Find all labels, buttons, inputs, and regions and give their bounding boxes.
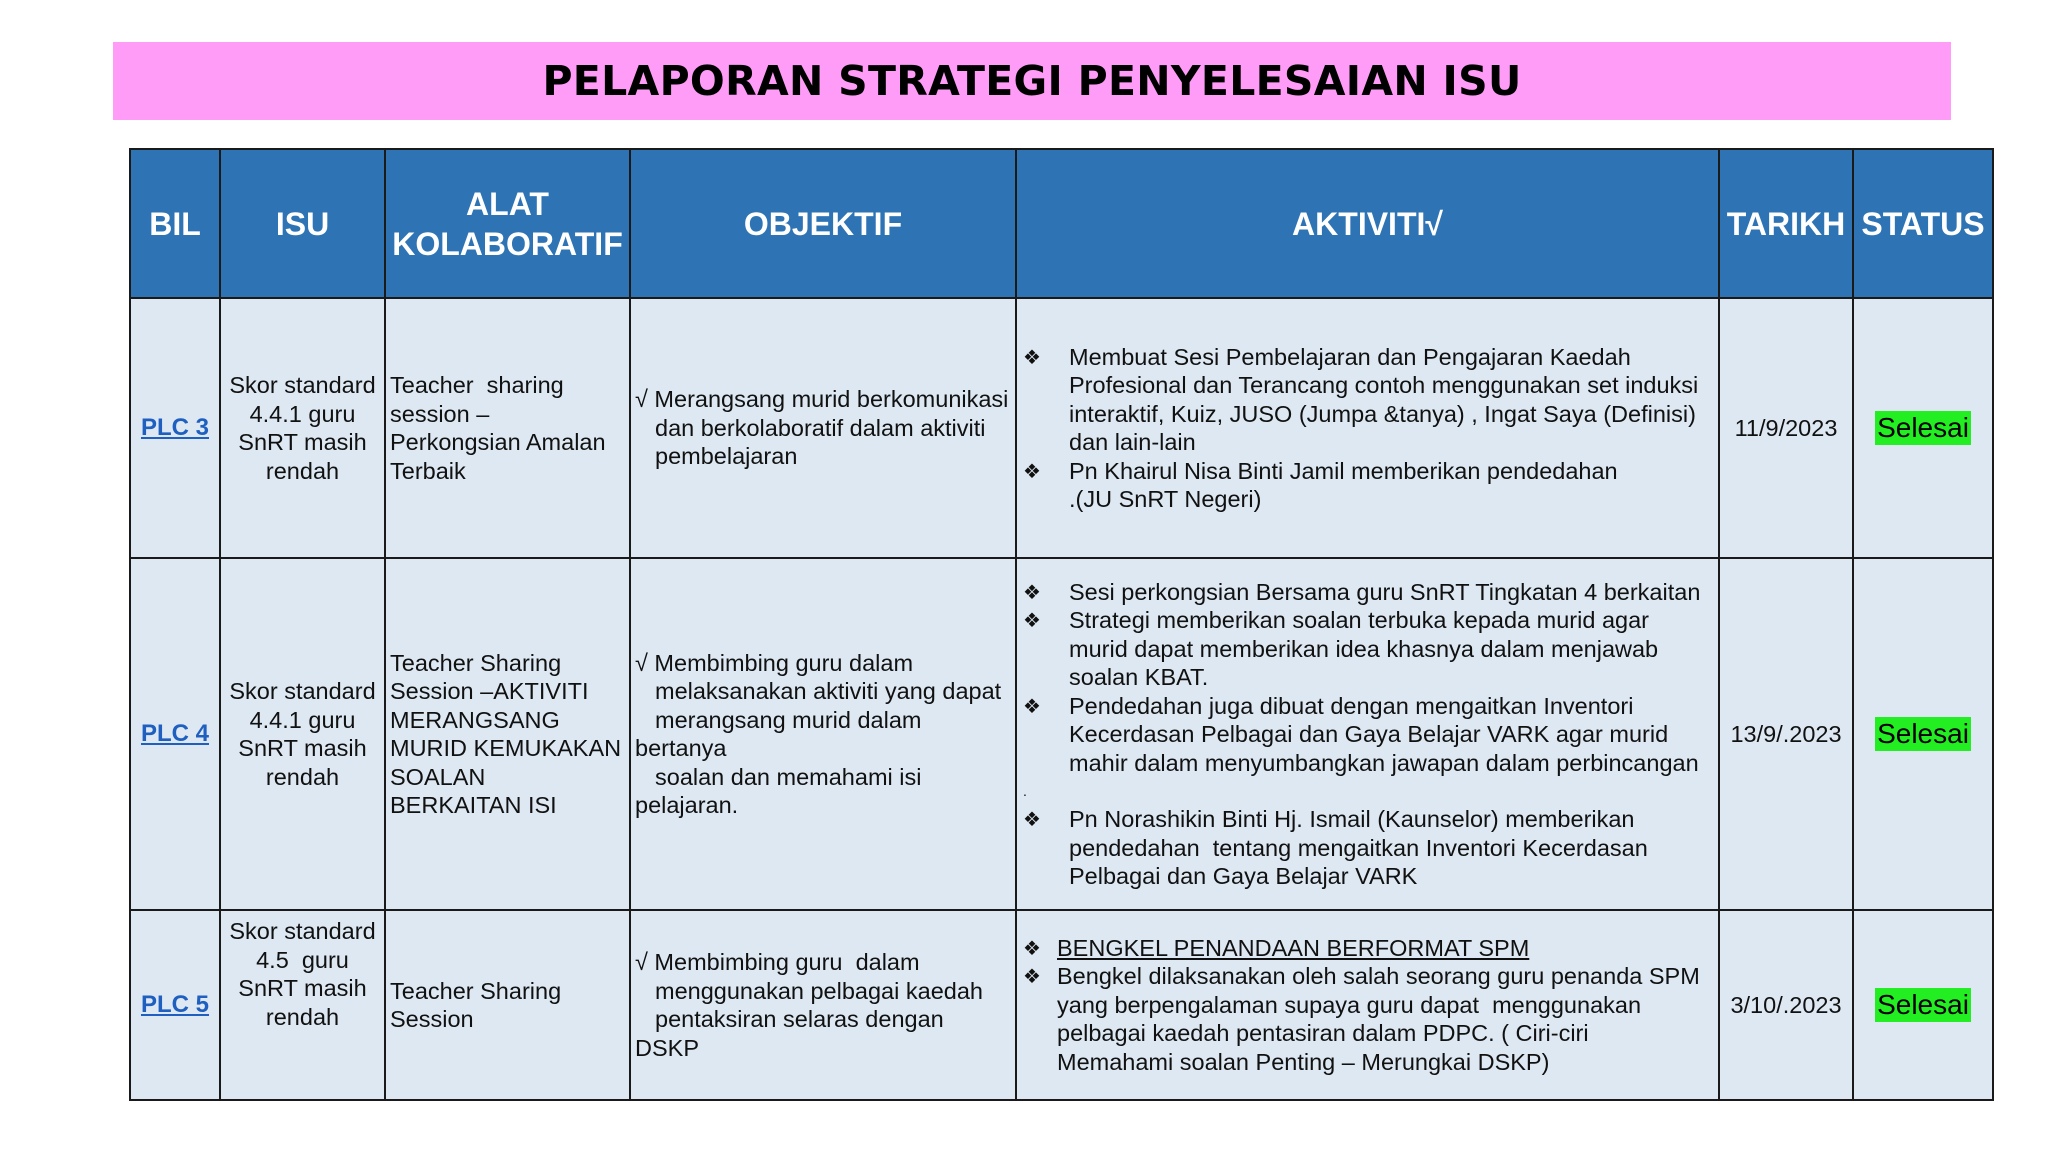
isu-line: 4.5 guru xyxy=(256,946,349,973)
plc-link[interactable]: PLC 4 xyxy=(140,720,209,748)
cell-objektif xyxy=(630,298,1016,558)
aktiviti-line: Bengkel dilaksanakan oleh salah seorang guru penanda SPM xyxy=(1057,963,1700,990)
status-badge: Selesai xyxy=(1877,718,1969,749)
aktiviti-item xyxy=(1021,578,1714,607)
alat-line: SOALAN xyxy=(390,763,486,790)
objektif-line: pembelajaran xyxy=(655,443,798,470)
cell-alat xyxy=(385,910,630,1100)
isu-line: SnRT masih xyxy=(238,975,367,1001)
isu-line: Skor standard xyxy=(229,918,376,944)
diamond-bullet-icon: ❖ xyxy=(1023,935,1041,960)
objektif-line: DSKP xyxy=(635,1034,699,1061)
status-badge: Selesai xyxy=(1877,989,1969,1020)
cell-isu xyxy=(220,298,385,558)
aktiviti-line: Membuat Sesi Pembelajaran dan Pengajaran Kaedah xyxy=(1069,343,1631,370)
cell-bil xyxy=(130,558,220,910)
objektif-line: menggunakan pelbagai kaedah xyxy=(655,977,983,1004)
alat-line: MERANGSANG xyxy=(390,706,560,733)
header-alat-line-2: KOLABORATIF xyxy=(392,225,623,262)
objektif-line: √ Merangsang murid berkomunikasi xyxy=(635,386,1009,413)
aktiviti-line: Strategi memberikan soalan terbuka kepada murid agar xyxy=(1069,607,1649,633)
header-bil: BIL xyxy=(130,149,220,298)
header-alat-kolaboratif xyxy=(385,149,630,298)
header-row xyxy=(130,149,1993,298)
diamond-bullet-icon: ❖ xyxy=(1023,608,1041,632)
aktiviti-separator xyxy=(1021,777,1714,805)
isu-line: Skor standard xyxy=(229,678,376,704)
cell-alat xyxy=(385,298,630,558)
aktiviti-line: Memahami soalan Penting – Merungkai DSKP) xyxy=(1057,1048,1550,1075)
header-alat-line-1: ALAT xyxy=(466,185,549,222)
cell-objektif xyxy=(630,558,1016,910)
aktiviti-line: Pelbagai dan Gaya Belajar VARK xyxy=(1069,863,1418,889)
isu-line: 4.4.1 guru xyxy=(249,400,356,427)
alat-line: BERKAITAN ISI xyxy=(390,792,557,818)
isu-line: rendah xyxy=(265,763,340,790)
cell-tarikh: 13/9/.2023 xyxy=(1719,558,1853,910)
aktiviti-line: dan lain-lain xyxy=(1069,429,1196,455)
alat-line: MURID KEMUKAKAN xyxy=(390,735,622,761)
aktiviti-line: Kecerdasan Pelbagai dan Gaya Belajar VARK agar murid xyxy=(1069,721,1669,747)
cell-bil xyxy=(130,910,220,1100)
table-row xyxy=(130,910,1993,1100)
aktiviti-line: yang berpengalaman supaya guru dapat menggunakan xyxy=(1057,991,1642,1018)
objektif-line: √ Membimbing guru dalam xyxy=(635,649,914,676)
header-status: STATUS xyxy=(1853,149,1993,298)
title-banner xyxy=(113,42,1951,120)
aktiviti-dot: . xyxy=(1023,783,1027,799)
aktiviti-line: interaktif, Kuiz, JUSO (Jumpa &tanya) , Ingat Saya (Definisi) xyxy=(1069,400,1696,427)
aktiviti-list xyxy=(1021,934,1714,1077)
aktiviti-list xyxy=(1021,343,1714,514)
isu-line: SnRT masih xyxy=(238,429,367,455)
cell-aktiviti xyxy=(1016,910,1719,1100)
diamond-bullet-icon: ❖ xyxy=(1023,458,1041,483)
cell-isu xyxy=(220,558,385,910)
cell-aktiviti xyxy=(1016,558,1719,910)
report-table xyxy=(129,148,1994,1101)
cell-bil xyxy=(130,298,220,558)
aktiviti-line: Pendedahan juga dibuat dengan mengaitkan Inventori xyxy=(1069,692,1634,719)
alat-line: session – xyxy=(390,400,490,427)
alat-line: Teacher Sharing xyxy=(390,977,562,1004)
header-tarikh: TARIKH xyxy=(1719,149,1853,298)
aktiviti-line: .(JU SnRT Negeri) xyxy=(1069,486,1262,512)
isu-line: Skor standard xyxy=(229,372,376,398)
aktiviti-item xyxy=(1021,805,1714,891)
aktiviti-line: pendedahan tentang mengaitkan Inventori Kecerdasan xyxy=(1069,834,1648,861)
objektif-line: merangsang murid dalam xyxy=(655,706,922,733)
alat-line: Teacher sharing xyxy=(390,372,564,398)
alat-line: Teacher Sharing xyxy=(390,649,562,676)
cell-objektif xyxy=(630,910,1016,1100)
cell-aktiviti xyxy=(1016,298,1719,558)
aktiviti-item xyxy=(1021,934,1714,963)
header-isu: ISU xyxy=(220,149,385,298)
header-aktiviti: AKTIVITI√ xyxy=(1016,149,1719,298)
cell-status xyxy=(1853,558,1993,910)
status-badge: Selesai xyxy=(1877,412,1969,443)
diamond-bullet-icon: ❖ xyxy=(1023,964,1041,989)
plc-link[interactable]: PLC 5 xyxy=(140,991,209,1019)
aktiviti-line: pelbagai kaedah pentasiran dalam PDPC. ( Ciri-ciri xyxy=(1057,1020,1589,1047)
aktiviti-line: soalan KBAT. xyxy=(1069,664,1209,690)
isu-line: 4.4.1 guru xyxy=(249,706,356,733)
diamond-bullet-icon: ❖ xyxy=(1023,807,1041,831)
objektif-line: pelajaran. xyxy=(635,792,739,818)
alat-line: Session xyxy=(390,1006,474,1032)
objektif-line: soalan dan memahami isi xyxy=(655,763,922,790)
aktiviti-line: Pn Khairul Nisa Binti Jamil memberikan pendedahan xyxy=(1069,457,1618,484)
page-title: PELAPORAN STRATEGI PENYELESAIAN ISU xyxy=(542,57,1522,105)
plc-link[interactable]: PLC 3 xyxy=(140,414,209,442)
aktiviti-line: Profesional dan Terancang contoh menggunakan set induksi xyxy=(1069,372,1699,398)
table-row xyxy=(130,558,1993,910)
aktiviti-list xyxy=(1021,578,1714,891)
cell-tarikh: 3/10/.2023 xyxy=(1719,910,1853,1100)
aktiviti-item xyxy=(1021,606,1714,692)
aktiviti-item xyxy=(1021,343,1714,457)
alat-line: Terbaik xyxy=(390,457,466,484)
isu-line: rendah xyxy=(265,457,340,484)
cell-alat xyxy=(385,558,630,910)
aktiviti-item xyxy=(1021,692,1714,778)
isu-line: SnRT masih xyxy=(238,735,367,761)
alat-line: Perkongsian Amalan xyxy=(390,429,606,455)
header-objektif: OBJEKTIF xyxy=(630,149,1016,298)
objektif-line: dan berkolaboratif dalam aktiviti xyxy=(655,414,986,441)
table-row xyxy=(130,298,1993,558)
aktiviti-line: mahir dalam menyumbangkan jawapan dalam perbincangan xyxy=(1069,749,1699,776)
diamond-bullet-icon: ❖ xyxy=(1023,344,1041,369)
aktiviti-line: murid dapat memberikan idea khasnya dalam menjawab xyxy=(1069,635,1659,662)
cell-status xyxy=(1853,298,1993,558)
aktiviti-line: Sesi perkongsian Bersama guru SnRT Tingkatan 4 berkaitan xyxy=(1069,578,1701,605)
objektif-line: √ Membimbing guru dalam xyxy=(635,949,920,975)
aktiviti-item xyxy=(1021,457,1714,514)
alat-line: Session –AKTIVITI xyxy=(390,678,589,704)
diamond-bullet-icon: ❖ xyxy=(1023,693,1041,718)
objektif-line: bertanya xyxy=(635,735,727,761)
cell-isu xyxy=(220,910,385,1100)
aktiviti-item xyxy=(1021,962,1714,1076)
cell-tarikh: 11/9/2023 xyxy=(1719,298,1853,558)
cell-status xyxy=(1853,910,1993,1100)
objektif-line: melaksanakan aktiviti yang dapat xyxy=(655,678,1002,704)
objektif-line: pentaksiran selaras dengan xyxy=(655,1006,944,1032)
isu-line: rendah xyxy=(265,1003,340,1030)
aktiviti-line: Pn Norashikin Binti Hj. Ismail (Kaunselor) memberikan xyxy=(1069,806,1635,832)
aktiviti-heading: BENGKEL PENANDAAN BERFORMAT SPM xyxy=(1057,934,1530,961)
diamond-bullet-icon: ❖ xyxy=(1023,579,1041,604)
